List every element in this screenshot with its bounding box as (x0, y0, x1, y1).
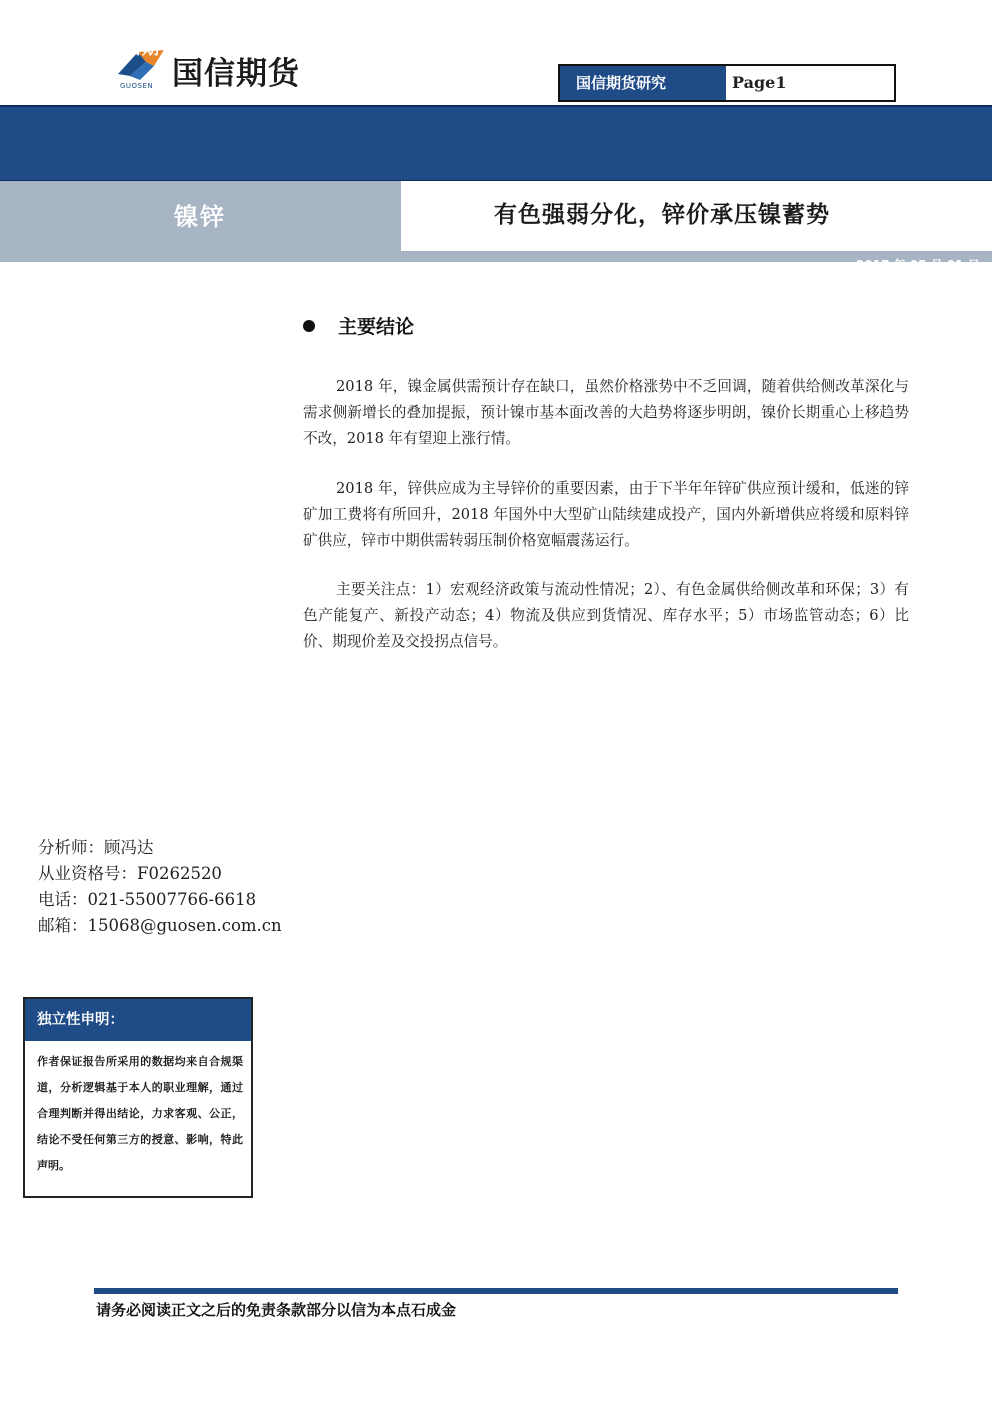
report-title: 有色强弱分化，锌价承压镍蓄势 (494, 201, 830, 228)
logo-name: 国信期货 (172, 56, 300, 92)
logo-subtitle: GUOSEN (120, 82, 154, 90)
bullet-icon (303, 320, 315, 332)
section-title: 主要结论 (338, 316, 415, 338)
conclusion-paragraph-zinc: 2018 年，锌供应成为主导锌价的重要因素，由于下半年年锌矿供应预计缓和，低迷的锌矿加工费将有所回升，2018 年国外中大型矿山陆续建成投产，国内外新增供应将缓和原料锌矿供应，锌市中期供需转弱压制价格宽幅震荡运行。 (303, 480, 909, 549)
report-type: 国信期货研发部月度报告 (106, 39, 304, 59)
report-type-band (0, 105, 992, 181)
footer-divider (94, 1288, 898, 1294)
independence-body: 作者保证报告所采用的数据均来自合规渠道，分析逻辑基于本人的职业理解，通过合理判断并得出结论，力求客观、公正，结论不受任何第三方的授意、影响，特此声明。 (37, 1055, 243, 1172)
analyst-email: 邮箱：15068@guosen.com.cn (38, 916, 282, 935)
independence-statement-box (23, 997, 253, 1198)
analyst-phone: 电话：021-55007766-6618 (38, 890, 257, 909)
independence-title: 独立性申明： (25, 999, 251, 1041)
page-number: Page1 (732, 73, 787, 92)
report-category: 镍锌 (174, 202, 226, 231)
department-label: 国信期货研究 (560, 66, 726, 100)
analyst-license: 从业资格号：F0262520 (38, 864, 222, 883)
header-label-box (558, 64, 896, 102)
conclusion-paragraph-focus: 主要关注点：1）宏观经济政策与流动性情况；2）、有色金属供给侧改革和环保；3）有色产能复产、新投产动态；4）物流及供应到货情况、库存水平；5）市场监管动态；6）比价、期现价差及交投拐点信号。 (303, 581, 909, 650)
analyst-name: 分析师：顾冯达 (38, 838, 154, 857)
footer-disclaimer: 请务必阅读正文之后的免责条款部分以信为本点石成金 (96, 1301, 457, 1319)
report-date: 2017 年 05 月 01 日 (856, 258, 980, 272)
conclusion-paragraph-nickel: 2018 年，镍金属供需预计存在缺口，虽然价格涨势中不乏回调，随着供给侧改革深化与需求侧新增长的叠加提振，预计镍市基本面改善的大趋势将逐步明朗，镍价长期重心上移趋势不改，2018 年有望迎上涨行情。 (303, 378, 909, 447)
